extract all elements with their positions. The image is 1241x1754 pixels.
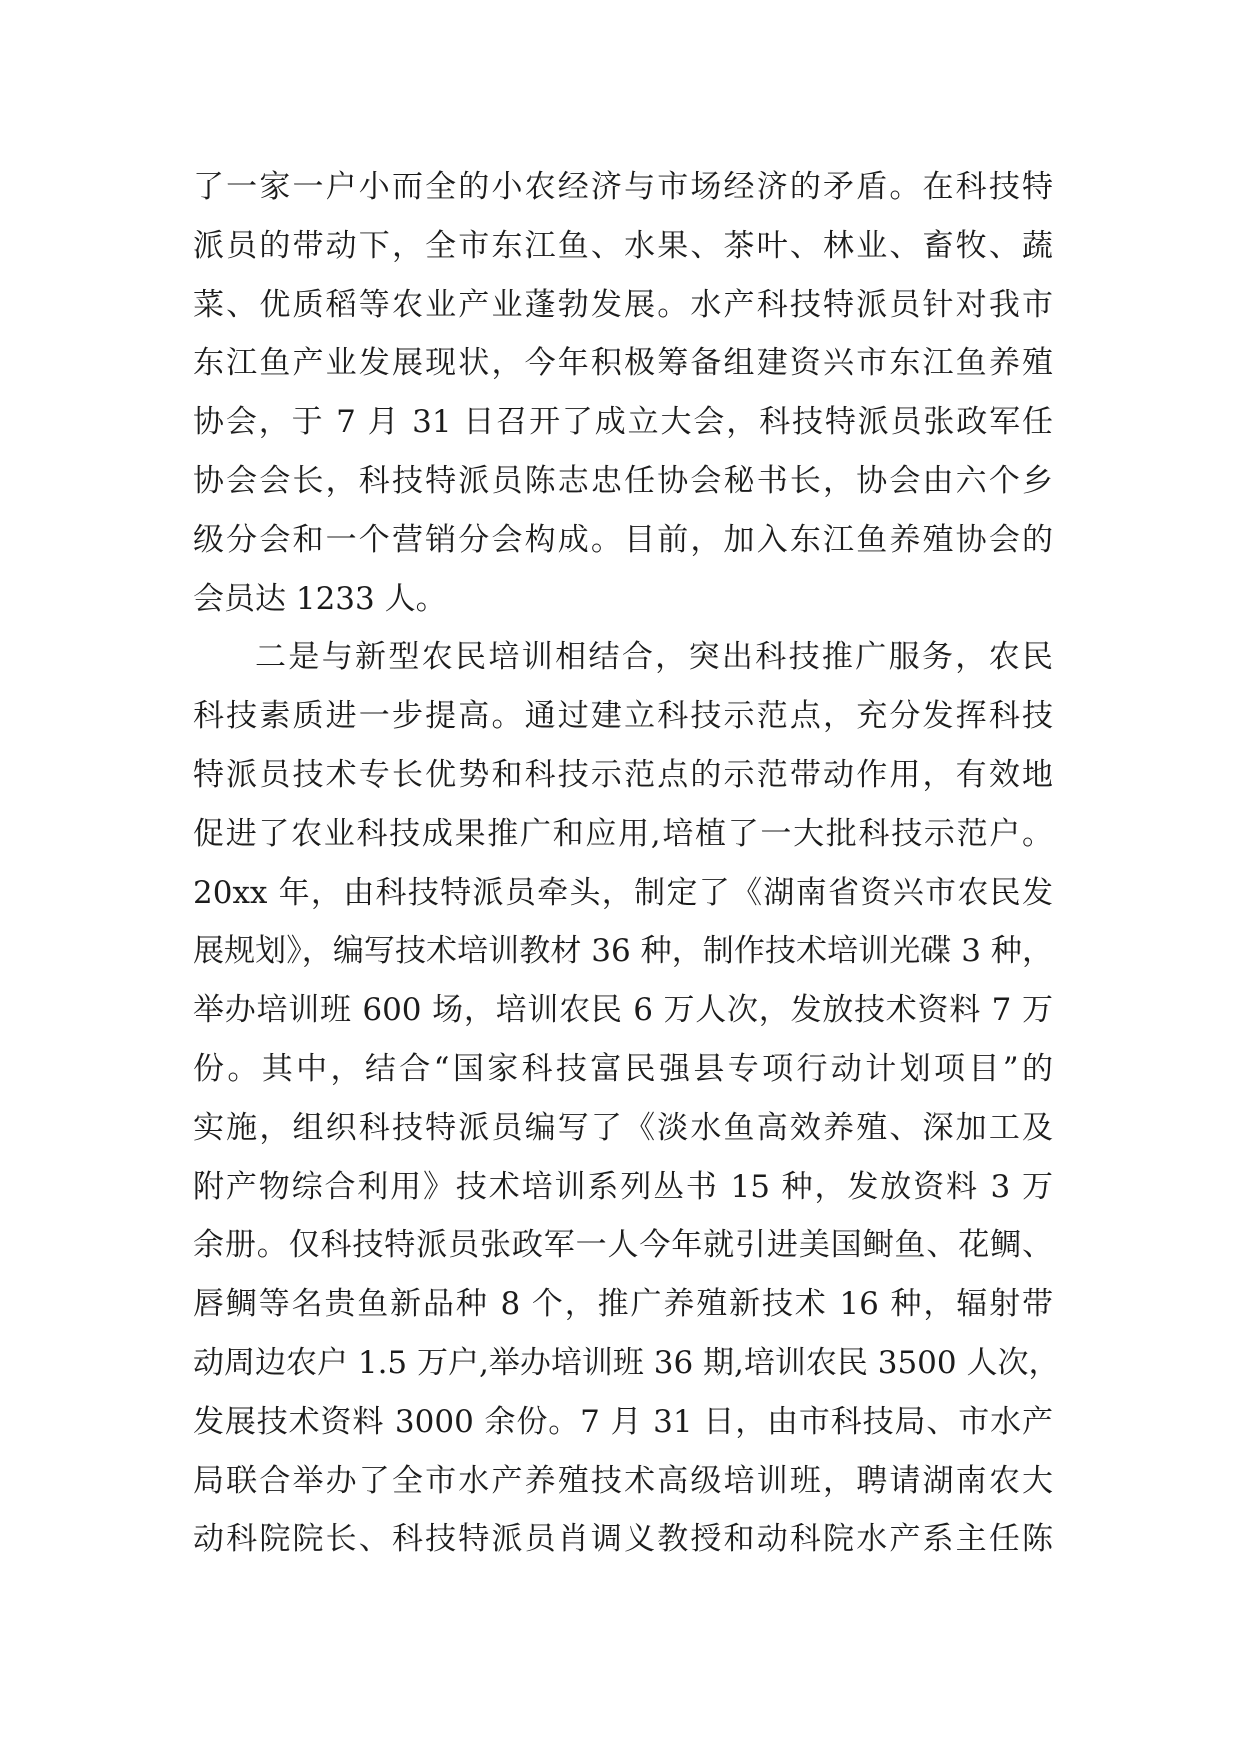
text-line: 协会，于 7 月 31 日召开了成立大会，科技特派员张政军任 [193, 404, 1053, 441]
text-line: 促进了农业科技成果推广和应用,培植了一大批科技示范户。 [193, 815, 1053, 852]
text-line: 份。其中，结合“国家科技富民强县专项行动计划项目”的 [193, 1050, 1053, 1087]
text-line: 菜、优质稻等农业产业蓬勃发展。水产科技特派员针对我市 [193, 286, 1053, 323]
text-line: 协会会长，科技特派员陈志忠任协会秘书长，协会由六个乡 [193, 462, 1053, 499]
text-line: 发展技术资料 3000 余份。7 月 31 日，由市科技局、市水产 [193, 1403, 1053, 1440]
text-line: 东江鱼产业发展现状，今年积极筹备组建资兴市东江鱼养殖 [193, 345, 1053, 382]
text-line: 实施，组织科技特派员编写了《淡水鱼高效养殖、深加工及 [193, 1109, 1053, 1146]
text-line: 附产物综合利用》技术培训系列丛书 15 种，发放资料 3 万 [193, 1168, 1053, 1205]
text-line: 举办培训班 600 场，培训农民 6 万人次，发放技术资料 7 万 [193, 992, 1053, 1029]
text-line: 局联合举办了全市水产养殖技术高级培训班，聘请湖南农大 [193, 1462, 1053, 1499]
text-line: 派员的带动下，全市东江鱼、水果、茶叶、林业、畜牧、蔬 [193, 227, 1053, 264]
text-line: 余册。仅科技特派员张政军一人今年就引进美国鲥鱼、花鲷、 [193, 1227, 1053, 1264]
text-line: 唇鲷等名贵鱼新品种 8 个，推广养殖新技术 16 种，辐射带 [193, 1286, 1053, 1323]
text-line: 特派员技术专长优势和科技示范点的示范带动作用，有效地 [193, 756, 1053, 793]
text-line: 会员达 1233 人。 [193, 580, 447, 617]
text-line: 展规划》，编写技术培训教材 36 种，制作技术培训光碟 3 种， [193, 933, 1053, 970]
text-line: 动科院院长、科技特派员肖调义教授和动科院水产系主任陈 [193, 1521, 1053, 1558]
text-line: 20xx 年，由科技特派员牵头，制定了《湖南省资兴市农民发 [193, 874, 1053, 911]
body-text [193, 158, 1060, 1569]
paragraph-first-line: 二是与新型农民培训相结合，突出科技推广服务，农民 [255, 639, 1053, 676]
text-line: 动周边农户 1.5 万户,举办培训班 36 期,培训农民 3500 人次， [193, 1344, 1060, 1381]
text-line: 级分会和一个营销分会构成。目前，加入东江鱼养殖协会的 [193, 521, 1053, 558]
text-line: 了一家一户小而全的小农经济与市场经济的矛盾。在科技特 [193, 169, 1053, 205]
text-line: 科技素质进一步提高。通过建立科技示范点，充分发挥科技 [193, 698, 1053, 735]
